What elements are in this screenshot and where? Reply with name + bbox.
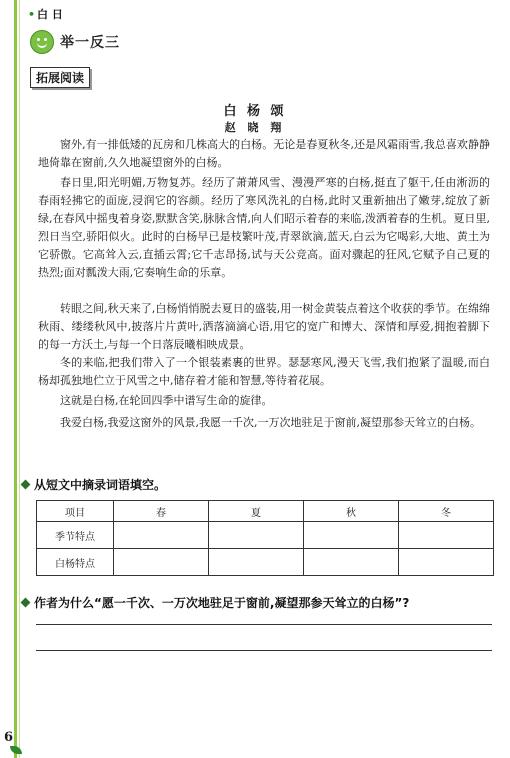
brand: [30, 30, 120, 54]
smiley-icon: [30, 30, 54, 54]
section-label: 拓展阅读: [30, 67, 90, 88]
answer-cell[interactable]: [114, 522, 209, 549]
brand-name: 举一反三: [60, 35, 120, 51]
leaf-icon: [10, 746, 22, 754]
table-header-cell: 秋: [304, 501, 399, 522]
paragraph: 冬的来临,把我们带入了一个银装素裹的世界。瑟瑟寒风,漫天飞雪,我们抱紧了温暖,而白杨却孤独地伫立于风雪之中,储存着才能和智慧,等待着花展。: [38, 356, 490, 387]
diamond-bullet-icon: [21, 480, 31, 490]
paragraph: 这就是白杨,在轮回四季中谱写生命的旋律。: [60, 394, 273, 407]
answer-line[interactable]: [36, 650, 492, 651]
article-title: 白 杨 颂: [223, 104, 287, 119]
table-header-cell: 春: [114, 501, 209, 522]
answer-table: [36, 500, 494, 576]
table-row-label: 白杨特点: [37, 549, 114, 576]
paragraph: 窗外,有一排低矮的瓦房和几株高大的白杨。无论是春夏秋冬,还是风霜雨雪,我总喜欢静静地倚靠在窗前,久久地凝望窗外的白杨。: [38, 138, 490, 169]
article-author: 赵 晓 翔: [224, 121, 286, 134]
question-2-text: 作者为什么“愿一千次、一万次地驻足于窗前,凝望那参天耸立的白杨”?: [34, 596, 410, 610]
paragraph: 转眼之间,秋天来了,白杨悄悄脱去夏日的盛装,用一树金黄装点着这个收获的季节。在绵绵秋雨、缕缕秋风中,披落片片黄叶,洒落滴滴心语,用它的宽广和博大、深情和厚爱,拥抱着脚下的每一方沃土,与每一个日落辰曦相映成景。: [38, 302, 490, 351]
question-2: [22, 594, 409, 611]
bullet-icon: •: [28, 8, 36, 21]
question-1-text: 从短文中摘录词语填空。: [34, 478, 167, 492]
answer-cell[interactable]: [114, 549, 209, 576]
table-row: [37, 522, 494, 549]
paragraph: 春日里,阳光明媚,万物复苏。经历了萧萧风雪、漫漫严寒的白杨,挺直了躯干,任由淅沥的春雨轻拂它的面庞,浸润它的容颜。经历了寒风洗礼的白杨,此时又重新抽出了嫩芽,绽放了新绿,在春风中摇曳着身姿,默默含笑,脉脉含情,向人们昭示着春的来临,泼洒着春的生机。夏日里,烈日当空,骄阳似火。此时的白杨早已是枝繁叶茂,青翠欲滴,蓝天,白云为它喝彩,大地、黄土为它骄傲。它高耸入云,直插云霄;它千志昂扬,试与天公竞高。面对骤起的狂风,它赋予自己夏的热烈;面对瓢泼大雨,它奏响生命的乐章。: [38, 176, 490, 279]
answer-cell[interactable]: [209, 522, 304, 549]
diamond-bullet-icon: [21, 598, 31, 608]
table-header-cell: 夏: [209, 501, 304, 522]
table-header-row: [37, 501, 494, 522]
question-1: [22, 476, 166, 493]
header-tag: [28, 6, 63, 22]
table-row: [37, 549, 494, 576]
table-header-cell: 冬: [399, 501, 494, 522]
table-header-cell: 项目: [37, 501, 114, 522]
answer-cell[interactable]: [399, 522, 494, 549]
paragraph: 我爱白杨,我爱这窗外的风景,我愿一千次,一万次地驻足于窗前,凝望那参天耸立的白杨。: [60, 416, 481, 429]
answer-cell[interactable]: [304, 522, 399, 549]
header-tag-text: 白 日: [37, 8, 63, 21]
answer-cell[interactable]: [399, 549, 494, 576]
answer-cell[interactable]: [304, 549, 399, 576]
answer-cell[interactable]: [209, 549, 304, 576]
table-row-label: 季节特点: [37, 522, 114, 549]
page-number: 6: [4, 730, 14, 745]
answer-line[interactable]: [36, 624, 492, 625]
